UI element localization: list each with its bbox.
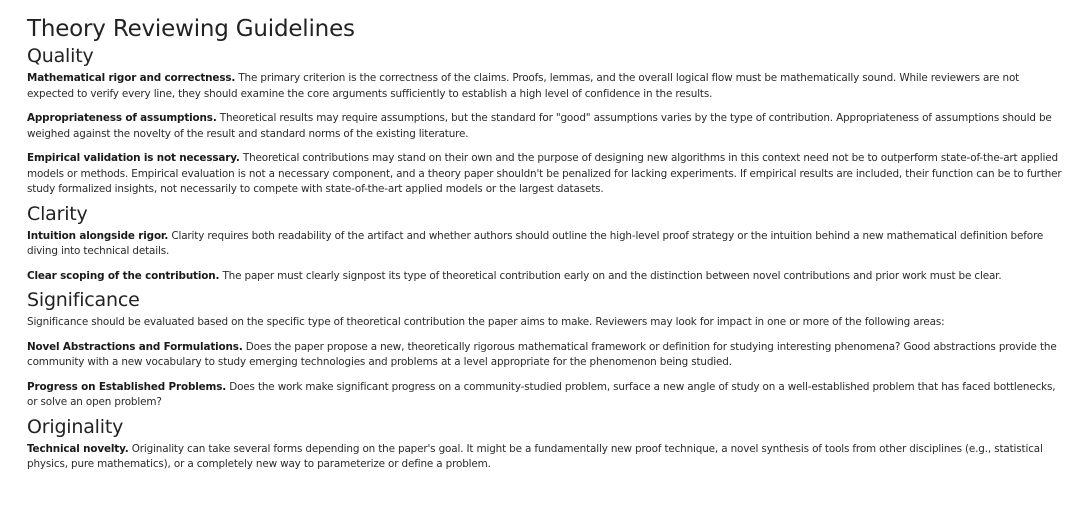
paragraph-text: Originality can take several forms depending on the paper's goal. It might be a fundamentally new proof technique, a novel synthesis of tools from other disciplines (e.g., statistical physics, pure mathematics), or a completely new way to parameterize or define a problem.: [27, 442, 1043, 470]
section-heading-originality: Originality: [27, 415, 124, 438]
section-heading-clarity: Clarity: [27, 202, 88, 225]
paragraph-lead: Clear scoping of the contribution.: [27, 269, 220, 282]
page-title: Theory Reviewing Guidelines: [27, 16, 355, 42]
paragraph-text: The paper must clearly signpost its type of theoretical contribution early on and the distinction between novel contributions and prior work must be clear.: [222, 269, 1002, 282]
paragraph-lead: Appropriateness of assumptions.: [27, 112, 217, 124]
paragraph-intuition-rigor: [27, 229, 1066, 260]
paragraph-established-problems: [27, 380, 1066, 411]
paragraph-lead: Progress on Established Problems.: [27, 380, 227, 393]
paragraph-lead: Mathematical rigor and correctness.: [27, 72, 236, 84]
paragraph-text: Theoretical contributions may stand on their own and the purpose of designing new algorithms in this context need not be to outperform state-of-the-art applied models or methods. Empirical evaluation is not a necessary component, and a theory paper shouldn't be penalized for lacking experiments. If empirical results are included, their function can be to further study formalized insights, not necessarily to compete with state-of-the-art applied models or the largest datasets.: [27, 152, 1062, 195]
section-quality: [27, 44, 1066, 198]
paragraph-lead: Empirical validation is not necessary.: [27, 152, 240, 164]
paragraph-lead: Novel Abstractions and Formulations.: [27, 340, 243, 353]
section-clarity: [27, 202, 1066, 285]
paragraph-text: Does the paper propose a new, theoretically rigorous mathematical framework or definition for studying interesting phenomena? Good abstractions provide the community with a new vocabulary to study emerging technologies and problems at a level appropriate for the phenomenon being studied.: [27, 340, 1057, 368]
section-heading-significance: Significance: [27, 289, 140, 311]
paragraph-clear-scoping: [27, 269, 1066, 285]
paragraph-text: The primary criterion is the correctness of the claims. Proofs, lemmas, and the overall logical flow must be mathematically sound. While reviewers are not expected to verify every line, they should examine the core arguments sufficiently to establish a high level of confidence in the results.: [27, 72, 1020, 100]
paragraph-assumptions: [27, 111, 1066, 142]
paragraph-lead: Technical novelty.: [27, 442, 129, 455]
paragraph-text: Does the work make significant progress on a community-studied problem, surface a new angle of study on a well-established problem that has faced bottlenecks, or solve an open problem?: [27, 380, 1056, 408]
paragraph-technical-novelty: [27, 442, 1066, 473]
significance-intro: Significance should be evaluated based on the specific type of theoretical contribution the paper aims to make. Reviewers may look for impact in one or more of the following areas:: [27, 316, 945, 328]
paragraph-empirical-validation: [27, 151, 1066, 198]
section-heading-quality: Quality: [27, 45, 94, 67]
paragraph-text: Theoretical results may require assumptions, but the standard for "good" assumptions varies by the type of contribution. Appropriateness of assumptions should be weighed against the novelty of the result and standard norms of the existing literature.: [27, 112, 1052, 140]
paragraph-novel-abstractions: [27, 340, 1066, 371]
paragraph-text: Clarity requires both readability of the artifact and whether authors should outline the high-level proof strategy or the intuition behind a new mathematical definition before diving into technical details.: [27, 229, 1044, 257]
paragraph-lead: Intuition alongside rigor.: [27, 229, 169, 242]
section-significance: [27, 288, 1066, 411]
section-originality: [27, 415, 1066, 473]
paragraph-rigor-correctness: [27, 71, 1066, 102]
